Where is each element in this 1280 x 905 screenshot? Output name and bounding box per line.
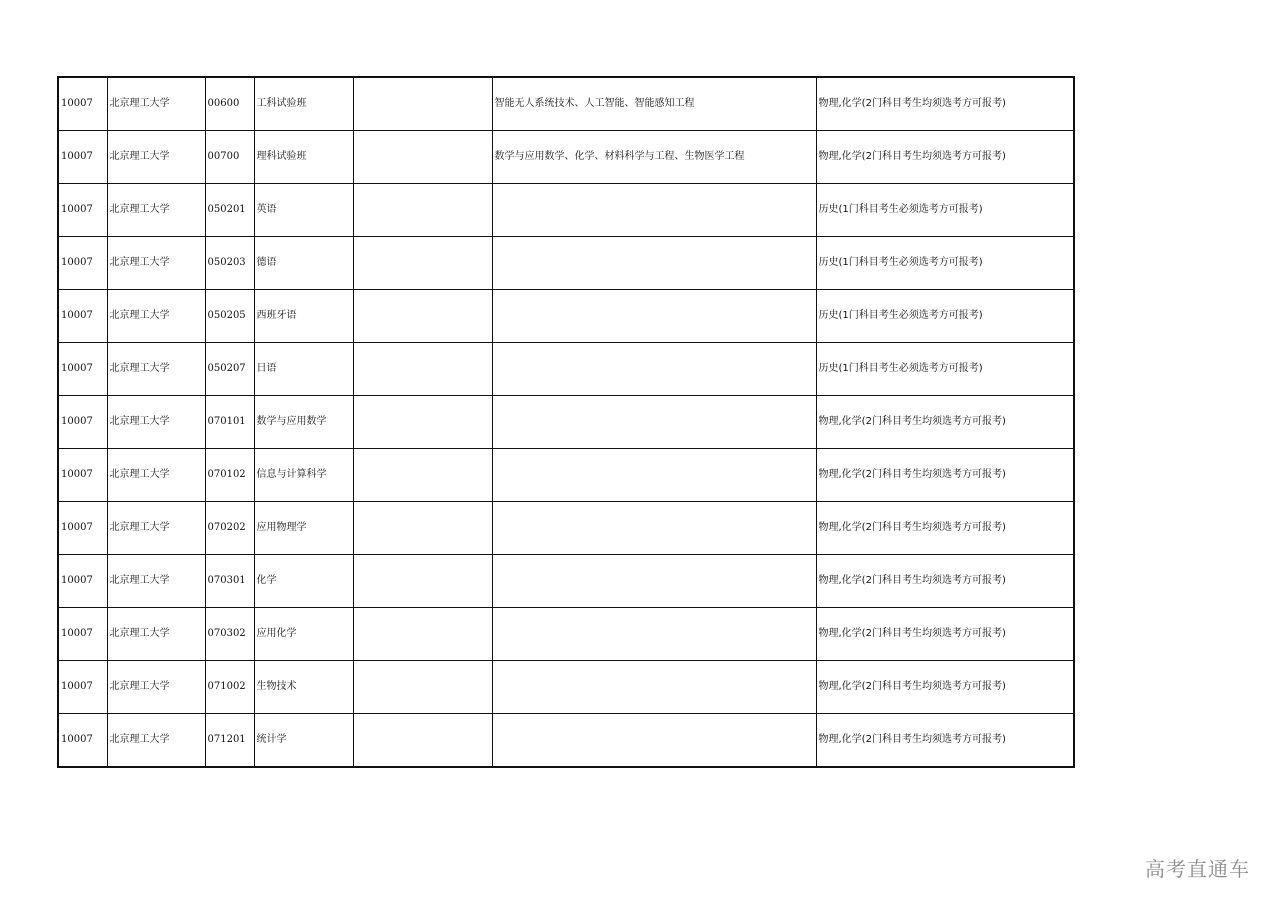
major-code-cell: 050203 [205, 237, 254, 290]
major-code-cell: 050201 [205, 184, 254, 237]
major-code-cell: 070102 [205, 449, 254, 502]
included-majors-cell: 数学与应用数学、化学、材料科学与工程、生物医学工程 [492, 131, 816, 184]
table-row [58, 555, 1074, 608]
note-cell [353, 396, 492, 449]
table-row [58, 184, 1074, 237]
major-name-cell: 统计学 [254, 714, 353, 768]
major-name-cell: 信息与计算科学 [254, 449, 353, 502]
included-majors-cell [492, 555, 816, 608]
included-majors-cell [492, 661, 816, 714]
school-code-cell: 10007 [58, 661, 107, 714]
included-majors-cell [492, 184, 816, 237]
included-majors-cell [492, 714, 816, 768]
major-code-cell: 070302 [205, 608, 254, 661]
subject-requirement-cell: 历史(1门科目考生必须选考方可报考) [816, 184, 1074, 237]
note-cell [353, 290, 492, 343]
note-cell [353, 184, 492, 237]
note-cell [353, 502, 492, 555]
school-code-cell: 10007 [58, 449, 107, 502]
note-cell [353, 714, 492, 768]
subject-requirement-cell: 物理,化学(2门科目考生均须选考方可报考) [816, 661, 1074, 714]
school-code-cell: 10007 [58, 184, 107, 237]
subject-requirement-cell: 物理,化学(2门科目考生均须选考方可报考) [816, 502, 1074, 555]
note-cell [353, 343, 492, 396]
school-name-cell: 北京理工大学 [107, 555, 205, 608]
included-majors-cell [492, 502, 816, 555]
school-code-cell: 10007 [58, 290, 107, 343]
school-name-cell: 北京理工大学 [107, 77, 205, 131]
major-name-cell: 西班牙语 [254, 290, 353, 343]
school-code-cell: 10007 [58, 502, 107, 555]
school-code-cell: 10007 [58, 237, 107, 290]
school-name-cell: 北京理工大学 [107, 502, 205, 555]
major-name-cell: 日语 [254, 343, 353, 396]
subject-requirement-cell: 历史(1门科目考生必须选考方可报考) [816, 343, 1074, 396]
subject-requirement-cell: 物理,化学(2门科目考生均须选考方可报考) [816, 555, 1074, 608]
major-code-cell: 070301 [205, 555, 254, 608]
major-code-cell: 00700 [205, 131, 254, 184]
table-row [58, 237, 1074, 290]
note-cell [353, 661, 492, 714]
admission-requirements-table [57, 76, 1075, 768]
school-code-cell: 10007 [58, 555, 107, 608]
table-row [58, 608, 1074, 661]
included-majors-cell [492, 608, 816, 661]
school-code-cell: 10007 [58, 77, 107, 131]
major-code-cell: 00600 [205, 77, 254, 131]
table-row [58, 290, 1074, 343]
table-row [58, 502, 1074, 555]
major-name-cell: 生物技术 [254, 661, 353, 714]
table-row [58, 396, 1074, 449]
subject-requirement-cell: 物理,化学(2门科目考生均须选考方可报考) [816, 131, 1074, 184]
included-majors-cell [492, 290, 816, 343]
major-code-cell: 070101 [205, 396, 254, 449]
school-name-cell: 北京理工大学 [107, 449, 205, 502]
included-majors-cell [492, 343, 816, 396]
note-cell [353, 131, 492, 184]
included-majors-cell [492, 237, 816, 290]
major-code-cell: 071201 [205, 714, 254, 768]
subject-requirement-cell: 物理,化学(2门科目考生均须选考方可报考) [816, 608, 1074, 661]
school-name-cell: 北京理工大学 [107, 661, 205, 714]
major-code-cell: 050207 [205, 343, 254, 396]
school-name-cell: 北京理工大学 [107, 608, 205, 661]
school-code-cell: 10007 [58, 608, 107, 661]
included-majors-cell [492, 449, 816, 502]
table-row [58, 131, 1074, 184]
school-name-cell: 北京理工大学 [107, 290, 205, 343]
table-row [58, 449, 1074, 502]
watermark-text: 高考直通车 [1145, 857, 1250, 881]
school-name-cell: 北京理工大学 [107, 714, 205, 768]
subject-requirement-cell: 历史(1门科目考生必须选考方可报考) [816, 290, 1074, 343]
school-code-cell: 10007 [58, 131, 107, 184]
major-name-cell: 德语 [254, 237, 353, 290]
school-name-cell: 北京理工大学 [107, 396, 205, 449]
major-name-cell: 化学 [254, 555, 353, 608]
note-cell [353, 237, 492, 290]
major-name-cell: 应用化学 [254, 608, 353, 661]
note-cell [353, 608, 492, 661]
major-code-cell: 071002 [205, 661, 254, 714]
subject-requirement-cell: 物理,化学(2门科目考生均须选考方可报考) [816, 714, 1074, 768]
major-code-cell: 050205 [205, 290, 254, 343]
school-name-cell: 北京理工大学 [107, 184, 205, 237]
major-name-cell: 工科试验班 [254, 77, 353, 131]
subject-requirement-cell: 物理,化学(2门科目考生均须选考方可报考) [816, 396, 1074, 449]
table-row [58, 77, 1074, 131]
school-name-cell: 北京理工大学 [107, 343, 205, 396]
table-row [58, 343, 1074, 396]
table-row [58, 661, 1074, 714]
major-name-cell: 应用物理学 [254, 502, 353, 555]
included-majors-cell [492, 396, 816, 449]
table-row [58, 714, 1074, 768]
school-name-cell: 北京理工大学 [107, 131, 205, 184]
subject-requirement-cell: 物理,化学(2门科目考生均须选考方可报考) [816, 449, 1074, 502]
note-cell [353, 77, 492, 131]
note-cell [353, 449, 492, 502]
note-cell [353, 555, 492, 608]
subject-requirement-cell: 物理,化学(2门科目考生均须选考方可报考) [816, 77, 1074, 131]
table-body [58, 77, 1074, 767]
school-name-cell: 北京理工大学 [107, 237, 205, 290]
major-name-cell: 英语 [254, 184, 353, 237]
subject-requirement-cell: 历史(1门科目考生必须选考方可报考) [816, 237, 1074, 290]
school-code-cell: 10007 [58, 396, 107, 449]
major-code-cell: 070202 [205, 502, 254, 555]
major-name-cell: 数学与应用数学 [254, 396, 353, 449]
included-majors-cell: 智能无人系统技术、人工智能、智能感知工程 [492, 77, 816, 131]
school-code-cell: 10007 [58, 714, 107, 768]
major-name-cell: 理科试验班 [254, 131, 353, 184]
school-code-cell: 10007 [58, 343, 107, 396]
